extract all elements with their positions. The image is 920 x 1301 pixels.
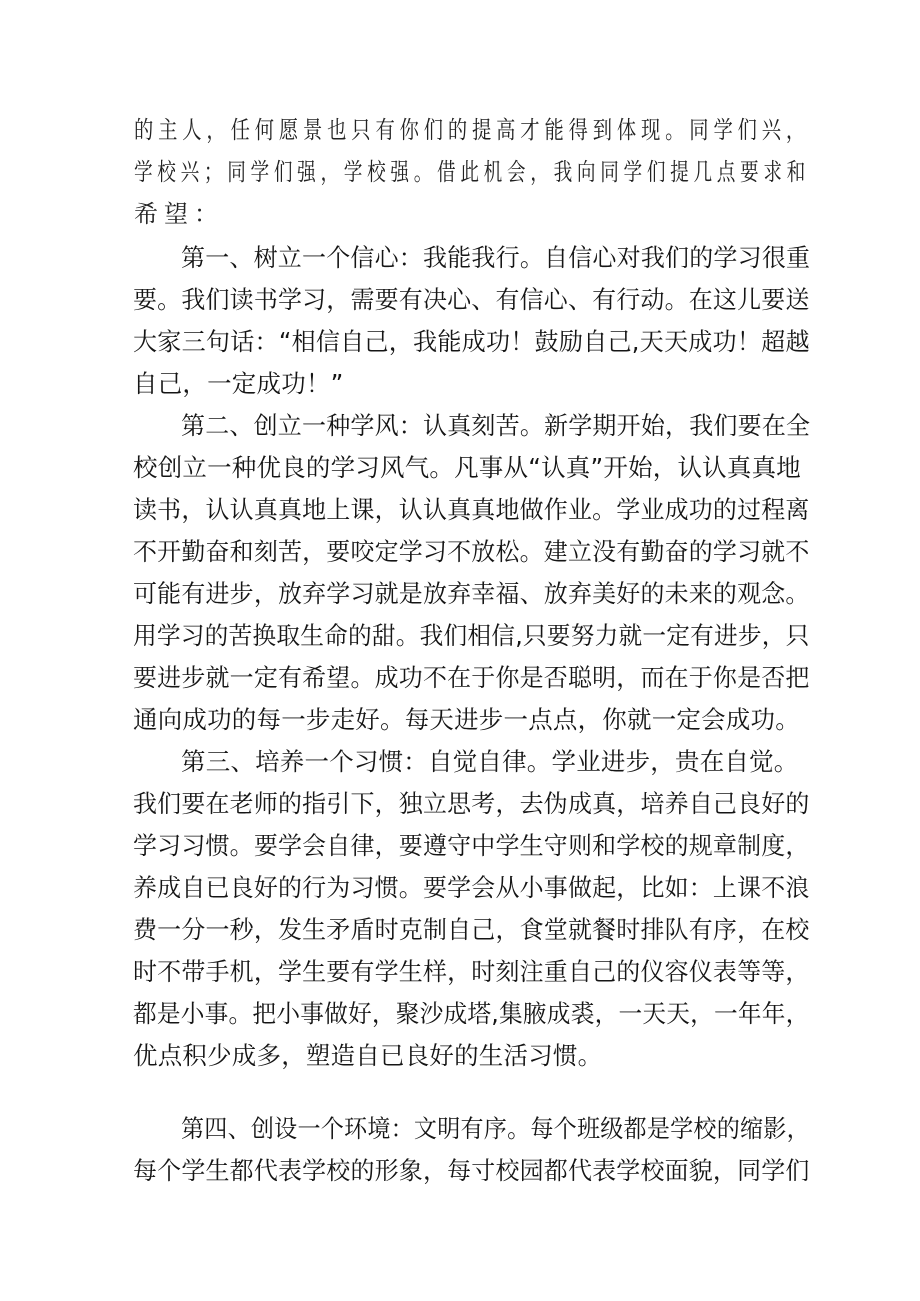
- text-line: 学习习惯。要学会自律，要遵守中学生守则和学校的规章制度，: [133, 831, 810, 860]
- text-line: 学校兴；同学们强，学校强。借此机会，我向同学们提几点要求和: [134, 158, 810, 186]
- text-line: 第三、培养一个习惯：自觉自律。学业进步，贵在自觉。: [181, 747, 799, 776]
- text-line: 读书，认认真真地上课，认认真真地做作业。学业成功的过程离: [133, 495, 810, 524]
- text-line: 第二、创立一种学风：认真刻苦。新学期开始，我们要在全: [181, 411, 811, 440]
- text-line: 自己，一定成功！”: [133, 369, 344, 398]
- text-line: 用学习的苦换取生命的甜。我们相信,只要努力就一定有进步，只: [133, 621, 810, 650]
- text-line: 可能有进步，放弃学习就是放弃幸福、放弃美好的未来的观念。: [133, 579, 810, 608]
- text-line: 费一分一秒，发生矛盾时克制自己，食堂就餐时排队有序，在校: [133, 915, 810, 944]
- text-line: 的主人，任何愿景也只有你们的提高才能得到体现。同学们兴，: [134, 116, 811, 144]
- text-line: 大家三句话：“相信自己，我能成功！鼓励自己,天天成功！超越: [133, 327, 810, 356]
- text-line: 希望：: [134, 200, 224, 228]
- text-line: 时不带手机，学生要有学生样，时刻注重自己的仪容仪表等等，: [133, 957, 810, 986]
- text-line: 每个学生都代表学校的形象，每寸校园都代表学校面貌，同学们: [133, 1156, 810, 1185]
- text-line: 不开勤奋和刻苦，要咬定学习不放松。建立没有勤奋的学习就不: [133, 537, 810, 566]
- text-line: 校创立一种优良的学习风气。凡事从“认真”开始，认认真真地: [133, 453, 801, 482]
- text-line: 第四、创设一个环境：文明有序。每个班级都是学校的缩影，: [181, 1114, 810, 1143]
- text-line: 要进步就一定有希望。成功不在于你是否聪明，而在于你是否把: [133, 663, 810, 692]
- text-line: 都是小事。把小事做好，聚沙成塔,集腋成裘，一天天，一年年，: [133, 999, 810, 1028]
- text-line: 要。我们读书学习，需要有决心、有信心、有行动。在这儿要送: [133, 285, 810, 314]
- text-line: 通向成功的每一步走好。每天进步一点点，你就一定会成功。: [133, 705, 800, 734]
- text-line: 我们要在老师的指引下，独立思考，去伪成真，培养自己良好的: [133, 789, 810, 818]
- text-line: 优点积少成多，塑造自已良好的生活习惯。: [133, 1041, 603, 1070]
- text-line: 第一、树立一个信心：我能我行。自信心对我们的学习很重: [181, 243, 811, 272]
- text-line: 养成自已良好的行为习惯。要学会从小事做起，比如：上课不浪: [133, 873, 810, 902]
